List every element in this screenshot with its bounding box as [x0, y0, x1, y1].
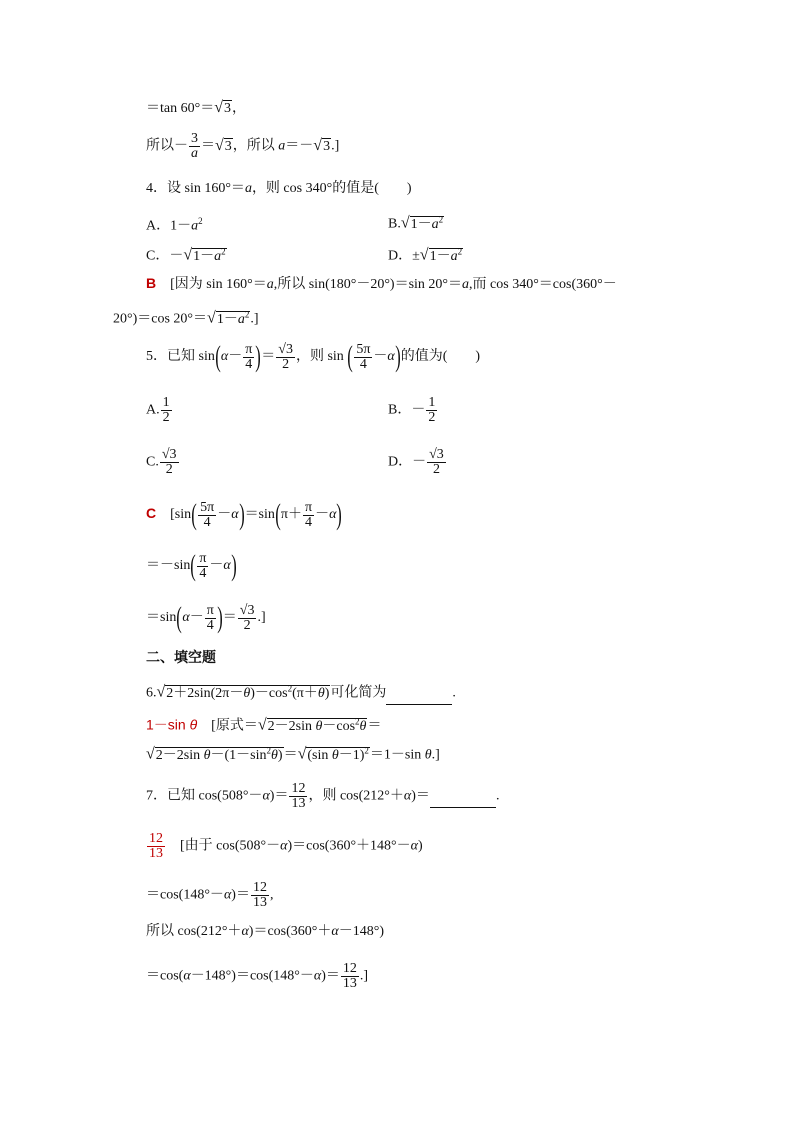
q6-answer: 1－sin θ	[146, 716, 198, 733]
line-conclusion-a: 所以－ $\frac{3}{a}$ ＝√3，所以 a＝－√3.]	[146, 131, 340, 161]
q5-solution-line3: ＝sin(α－ $\frac{\pi}{4}$ )＝ $\frac{√3}{2}$ .]	[146, 601, 266, 634]
q4-solution-line2: 20°)＝cos $20^\circ=√1-a^2$.]	[113, 309, 259, 327]
q4-answer: B	[146, 275, 157, 291]
line-tan60: ＝tan 60°＝√3，	[146, 99, 246, 116]
q5-answer: C	[146, 505, 157, 522]
q7-solution-line4: ＝cos(α－148°)＝cos(148°－α)＝ $\frac{12}{13}$ .]	[146, 961, 369, 991]
q4-stem: 4．设 sin 160°＝a，则 cos 340°的值是( )	[146, 181, 412, 196]
q7-stem: 7．已知 cos(508°－α)＝ $\frac{12}{13}$ ，则 cos(212°＋α)＝ .	[146, 781, 500, 811]
q5-solution-line2: ＝－sin( $\frac{\pi}{4}$ －α)	[146, 549, 237, 582]
q6-solution-line2: √2－2sin $\theta-(1-\sin^2\theta)=√(\sin$ θ－1)$^2$＝1－sin θ.]	[146, 745, 440, 763]
q5-stem: 5．已知 sin(α－ $\frac{\pi}{4}$ )＝ $\frac{√3}{2}$ ，则 sin ( $\frac{5\pi}{4}$ －α)的值为( )	[146, 340, 481, 373]
q4-solution-line1: B [因为 sin 160°＝a,所以 sin(180°－20°)＝sin 20°＝a,而 cos 340°＝cos(360°－	[146, 275, 617, 292]
q7-solution-line1: $\frac{12}{13}$ [由于 cos(508°－α)＝cos(360°＋148°－α)	[149, 831, 423, 861]
q4-option-b: $B.√1-a^2$	[388, 214, 444, 232]
section-title: 二、填空题	[146, 650, 216, 666]
q7-solution-line3: 所以 cos(212°＋α)＝cos(360°＋α－148°)	[146, 924, 385, 939]
q4-option-d: D．$\pm√1-a^2$	[388, 246, 463, 264]
q5-option-a: A. $\frac{1}{2}$	[146, 395, 170, 425]
q5-option-d: D．－ $\frac{√3}{2}$	[388, 447, 444, 477]
q6-solution-line1: 1－sin θ [原式＝√2－2sin $\theta-\cos^2\theta=$	[146, 716, 382, 734]
q6-stem: $6.√2+2\sin(2\pi-\theta)-\cos^2(\pi+\theta)$可化简为 .	[146, 678, 456, 705]
q5-option-c: C. $\frac{√3}{2}$	[146, 447, 177, 477]
q4-option-c: C．$-√1-a^2$	[146, 246, 226, 264]
q4-option-a: A．$1-a^2$	[146, 216, 203, 234]
q5-solution-line1: C [sin( $\frac{5\pi}{4}$ －α)＝sin(π＋ $\frac{\pi}{4}$ －α)	[146, 498, 343, 531]
q7-answer: $\frac{12}{13}$	[149, 831, 163, 861]
q7-solution-line2: ＝cos(148°－α)＝ $\frac{12}{13}$ ,	[146, 880, 274, 910]
q5-option-b: B．－ $\frac{1}{2}$	[388, 395, 436, 425]
